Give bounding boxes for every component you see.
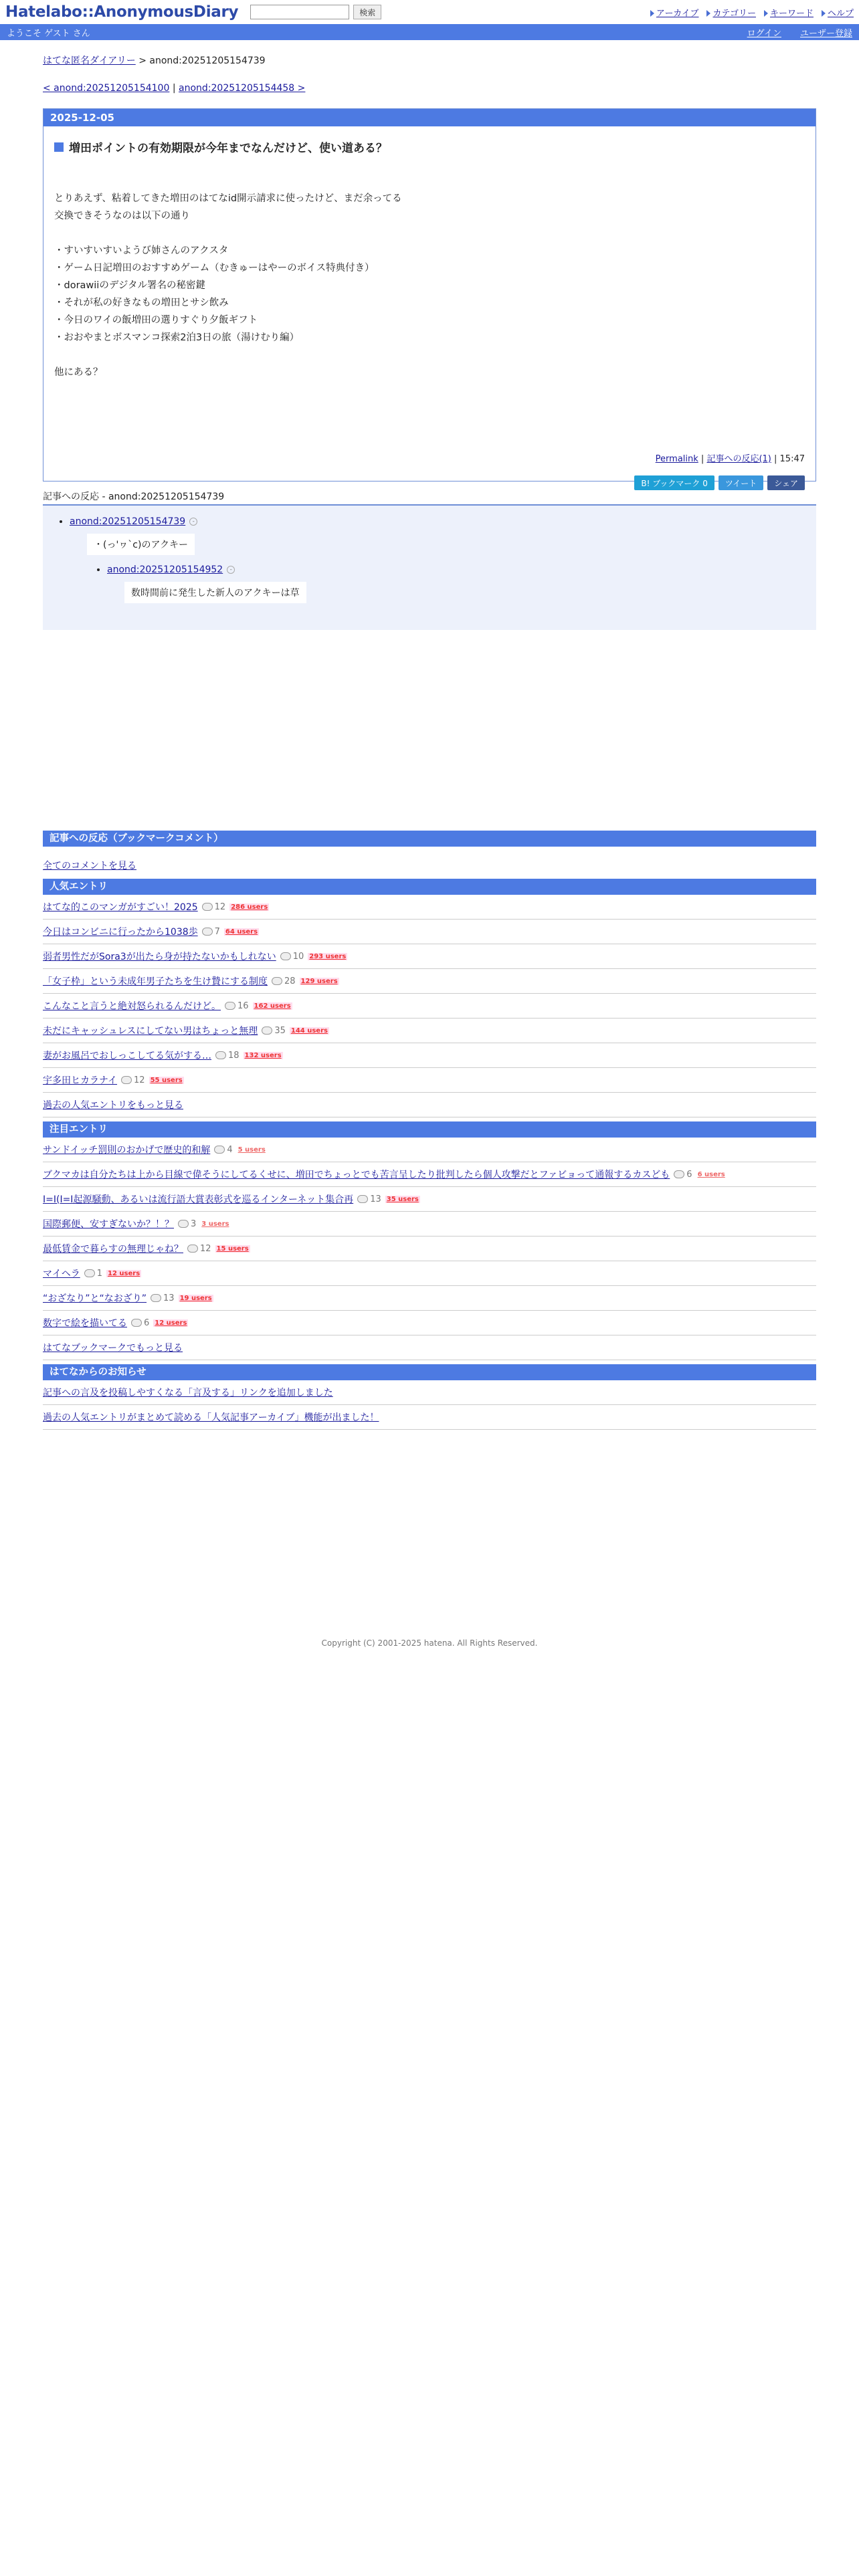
response-link[interactable]: anond:20251205154739 <box>70 516 186 527</box>
popular-title-link[interactable]: 未だにキャッシュレスにしてない男はちょっと無理 <box>43 1026 258 1037</box>
body-line <box>54 346 805 364</box>
popular-row <box>43 895 816 920</box>
comment-count[interactable] <box>178 1219 196 1229</box>
popular-title-link[interactable]: こんなこと言うと絶対怒られるんだけど。 <box>43 1001 221 1012</box>
attention-title-link[interactable]: 数字で絵を描いてる <box>43 1318 127 1329</box>
comment-count-value: 4 <box>227 1144 233 1155</box>
comment-count[interactable] <box>272 976 296 986</box>
bookmark-users-badge[interactable]: 12 users <box>108 1269 140 1277</box>
body-line: ・dorawiiのデジタル署名の秘密鍵 <box>54 280 205 291</box>
attention-row <box>43 1261 816 1286</box>
main-content <box>43 40 816 1430</box>
comment-bubble-icon <box>151 1294 161 1302</box>
arrow-icon <box>706 10 710 17</box>
responses-heading: 記事への反応 - anond:20251205154739 <box>43 490 816 506</box>
attention-row <box>43 1311 816 1335</box>
comment-count-value: 13 <box>370 1194 381 1204</box>
notice-section <box>43 1364 816 1430</box>
comment-count-value: 35 <box>274 1025 286 1036</box>
response-link[interactable]: anond:20251205154952 <box>107 564 223 575</box>
comment-count[interactable] <box>202 927 220 937</box>
comment-count[interactable] <box>202 902 226 912</box>
body-line <box>54 225 805 242</box>
day-date: 2025-12-05 <box>43 109 816 126</box>
comment-count[interactable] <box>121 1075 145 1085</box>
body-line: 交換できそうなのは以下の通り <box>54 211 190 221</box>
entry-body <box>43 126 816 488</box>
attention-row <box>43 1286 816 1311</box>
comment-count-value: 12 <box>134 1075 145 1085</box>
site-logo[interactable]: Hatelabo::AnonymousDiary <box>5 3 239 21</box>
response-item <box>70 516 800 610</box>
nav-archive-label: アーカイブ <box>656 8 699 19</box>
comment-count[interactable] <box>187 1244 211 1254</box>
top-nav <box>650 6 854 19</box>
popular-row <box>43 1043 816 1068</box>
entry-title-text: 増田ポイントの有効期限が今年までなんだけど、使い道ある？ <box>69 142 387 155</box>
popular-title-link[interactable]: 妻がお風呂でおしっこしてる気がする… <box>43 1051 211 1061</box>
popular-row <box>43 1018 816 1043</box>
comment-bubble-icon <box>262 1027 272 1035</box>
bookmark-users-badge[interactable]: 15 users <box>216 1245 249 1253</box>
hatena-bookmark-button[interactable]: B! ブックマーク 0 <box>634 475 714 490</box>
bookmark-users-badge[interactable]: 293 users <box>309 952 347 960</box>
bookmark-comments-section <box>43 831 816 873</box>
popular-row <box>43 944 816 969</box>
nav-category[interactable] <box>706 6 755 19</box>
comment-count[interactable] <box>131 1318 149 1328</box>
breadcrumb <box>43 53 816 67</box>
attention-title-link[interactable]: マイヘラ <box>43 1269 80 1279</box>
user-bar <box>0 24 859 40</box>
attention-title-link[interactable]: サンドイッチ罰則のおかげで歴史的和解 <box>43 1145 211 1156</box>
popular-title-link[interactable]: 宇多田ヒカラナイ <box>43 1075 118 1086</box>
search-input[interactable] <box>250 5 349 19</box>
popular-section <box>43 879 816 1117</box>
entry-text <box>54 190 805 381</box>
comment-bubble-icon <box>272 977 282 985</box>
copyright: Copyright (C) 2001-2025 hatena. All Rights Reserved. <box>321 1638 538 1648</box>
comment-count-value: 10 <box>292 951 304 962</box>
response-body: 数時間前に発生した新人のアクキーは草 <box>124 582 306 603</box>
bookmark-users-badge[interactable]: 12 users <box>155 1319 187 1327</box>
comment-count-value: 7 <box>214 926 220 937</box>
comment-count-value: 12 <box>214 901 226 912</box>
comment-count[interactable] <box>84 1269 102 1279</box>
popular-list <box>43 895 816 1093</box>
comment-bubble-icon <box>280 952 291 960</box>
comment-count-value: 6 <box>686 1169 692 1180</box>
popular-row <box>43 1068 816 1093</box>
prev-entry-link[interactable]: < anond:20251205154100 <box>43 83 170 94</box>
attention-section <box>43 1121 816 1360</box>
breadcrumb-sep: > <box>135 56 150 66</box>
day-box <box>43 108 816 488</box>
bookmark-users-badge[interactable]: 3 users <box>201 1220 229 1228</box>
attention-title-link[interactable]: “おざなり”と“なおざり” <box>43 1293 147 1304</box>
popular-row <box>43 994 816 1018</box>
response-body: ・(っ'ヮ`c)のアクキー <box>87 534 195 555</box>
comment-bubble-icon <box>178 1220 189 1228</box>
login-link[interactable]: ログイン <box>747 28 781 39</box>
nav-archive[interactable] <box>650 6 699 19</box>
all-comments-link[interactable]: 全てのコメントを見る <box>43 861 136 871</box>
nav-keyword-label: キーワード <box>769 8 814 19</box>
comment-bubble-icon <box>84 1269 95 1277</box>
welcome-text: ようこそ ゲスト さん <box>7 28 90 39</box>
notice-heading: はてなからのお知らせ <box>43 1364 816 1380</box>
responses-box <box>43 506 816 630</box>
comment-count[interactable] <box>214 1145 232 1155</box>
entry-time: 15:47 <box>779 454 805 464</box>
reaction-link[interactable]: 記事への反応(1) <box>706 454 771 464</box>
comment-count-value: 13 <box>163 1293 175 1303</box>
attention-title-link[interactable]: 最低賃金で暮らすの無理じゃね？ <box>43 1244 183 1255</box>
bookmark-users-badge[interactable]: 162 users <box>254 1002 291 1010</box>
body-line: 他にある？ <box>54 367 103 378</box>
comment-bubble-icon <box>215 1051 226 1059</box>
comment-count[interactable] <box>674 1170 692 1180</box>
arrow-icon <box>650 10 654 17</box>
notice-row <box>43 1380 816 1405</box>
notice-link[interactable]: 記事への言及を投稿しやすくなる「言及する」リンクを追加しました <box>43 1388 333 1398</box>
bookmark-users-badge[interactable]: 6 users <box>697 1170 725 1178</box>
notice-link[interactable]: 過去の人気エントリがまとめて読める「人気記事アーカイブ」機能が出ました！ <box>43 1412 379 1423</box>
collapse-icon[interactable]: - <box>189 518 197 526</box>
permalink[interactable]: Permalink <box>655 454 698 464</box>
bookmark-comments-heading: 記事への反応（ブックマークコメント） <box>43 831 816 847</box>
bookmark-users-badge[interactable]: 55 users <box>150 1076 183 1084</box>
attention-row <box>43 1212 816 1237</box>
popular-more-row <box>43 1093 816 1117</box>
body-line: ・ゲーム日記増田のおすすめゲーム（むきゅーはやーのボイス特典付き） <box>54 263 375 274</box>
tweet-button[interactable]: ツイート <box>719 475 763 490</box>
bookmark-users-badge[interactable]: 64 users <box>225 928 258 936</box>
popular-title-link[interactable]: はてな的このマンガがすごい！2025 <box>43 902 198 913</box>
comment-bubble-icon <box>202 928 213 936</box>
comment-count[interactable] <box>280 952 304 962</box>
arrow-icon <box>822 10 826 17</box>
bookmark-users-badge[interactable]: 132 users <box>244 1051 282 1059</box>
comment-count[interactable] <box>215 1051 240 1061</box>
popular-more-link[interactable]: 過去の人気エントリをもっと見る <box>43 1100 183 1111</box>
prev-next-nav <box>43 83 816 94</box>
bookmark-users-badge[interactable]: 5 users <box>237 1146 266 1154</box>
collapse-icon[interactable]: - <box>227 566 235 574</box>
popular-title-link[interactable]: 弱者男性だがSora3が出たら身が持たないかもしれない <box>43 952 276 962</box>
body-line: ・それが私の好きなもの増田とサシ飲み <box>54 298 229 308</box>
square-icon <box>54 142 64 152</box>
comment-count[interactable] <box>357 1194 381 1204</box>
body-line: ・おおやまとボスマンコ探索2泊3日の旅（湯けむり編） <box>54 332 300 343</box>
bookmark-users-badge[interactable]: 35 users <box>386 1195 419 1203</box>
comment-bubble-icon <box>357 1195 368 1203</box>
bookmark-users-badge[interactable]: 19 users <box>179 1294 212 1302</box>
comment-bubble-icon <box>202 903 213 911</box>
attention-more-row <box>43 1335 816 1360</box>
attention-row <box>43 1187 816 1212</box>
comment-count[interactable] <box>151 1293 175 1303</box>
comment-count[interactable] <box>262 1026 286 1036</box>
body-line: ・今日のワイの飯増田の選りすぐり夕飯ギフト <box>54 315 258 326</box>
comment-bubble-icon <box>214 1146 225 1154</box>
popular-row <box>43 969 816 994</box>
attention-list <box>43 1138 816 1335</box>
breadcrumb-current: anond:20251205154739 <box>149 56 266 66</box>
facebook-share-button[interactable]: シェア <box>767 475 805 490</box>
search-button[interactable]: 検索 <box>353 5 381 19</box>
breadcrumb-root[interactable]: はてな匿名ダイアリー <box>43 56 136 66</box>
popular-heading: 人気エントリ <box>43 879 816 895</box>
entry-title <box>54 138 805 155</box>
popular-row <box>43 920 816 944</box>
arrow-icon <box>764 10 768 17</box>
comment-bubble-icon <box>187 1245 198 1253</box>
entry-footer: Permalink | 記事への反応(1) | 15:47 <box>655 454 805 464</box>
attention-heading: 注目エントリ <box>43 1121 816 1138</box>
next-entry-link[interactable]: anond:20251205154458 > <box>179 83 306 94</box>
comment-count-value: 16 <box>237 1000 249 1011</box>
nav-keyword[interactable] <box>764 6 814 19</box>
attention-row <box>43 1237 816 1261</box>
comment-count-value: 6 <box>144 1317 150 1328</box>
attention-row <box>43 1162 816 1187</box>
popular-title-link[interactable]: 「女子枠」という未成年男子たちを生け贄にする制度 <box>43 976 268 987</box>
bookmark-users-badge[interactable]: 129 users <box>300 977 338 985</box>
popular-title-link[interactable]: 今日はコンビニに行ったから1038歩 <box>43 927 198 938</box>
body-line: とりあえず、粘着してきた増田のはてなid開示請求に使ったけど、まだ余ってる <box>54 193 402 204</box>
body-line: ・すいすいすいようび姉さんのアクスタ <box>54 245 229 256</box>
prev-next-sep: | <box>169 83 179 94</box>
attention-more-link[interactable]: はてなブックマークでもっと見る <box>43 1343 183 1354</box>
comment-bubble-icon <box>121 1076 132 1084</box>
bookmark-users-badge[interactable]: 144 users <box>290 1027 328 1035</box>
ad-space <box>43 630 816 831</box>
comment-count-value: 3 <box>191 1218 197 1229</box>
nav-help-label: ヘルプ <box>827 8 854 19</box>
comment-bubble-icon <box>225 1002 235 1010</box>
comment-bubble-icon <box>674 1170 684 1178</box>
attention-title-link[interactable]: I=I(I=I起源騒動、あるいは流行語大賞表彰式を巡るインターネット集合再 <box>43 1194 354 1205</box>
attention-row <box>43 1138 816 1162</box>
nav-category-label: カテゴリー <box>712 8 756 19</box>
comment-count-value: 18 <box>228 1050 240 1061</box>
comment-count-value: 1 <box>96 1268 103 1279</box>
nav-help[interactable] <box>822 6 854 19</box>
bookmark-users-badge[interactable]: 286 users <box>231 903 268 911</box>
attention-title-link[interactable]: 国際郵便、安すぎないか？！？ <box>43 1219 174 1230</box>
response-item <box>107 564 800 610</box>
share-buttons <box>634 475 805 490</box>
comment-bubble-icon <box>131 1319 142 1327</box>
comment-count-value: 12 <box>200 1243 211 1254</box>
notice-row <box>43 1405 816 1430</box>
comment-count[interactable] <box>225 1001 249 1011</box>
top-bar <box>0 0 859 24</box>
comment-count-value: 28 <box>284 976 296 986</box>
register-link[interactable]: ユーザー登録 <box>799 28 852 39</box>
attention-title-link[interactable]: ブクマカは自分たちは上から目線で偉そうにしてるくせに、増田でちょっとでも苦言呈したり批判したら個人攻撃だとファビョって通報するカスども <box>43 1170 670 1180</box>
